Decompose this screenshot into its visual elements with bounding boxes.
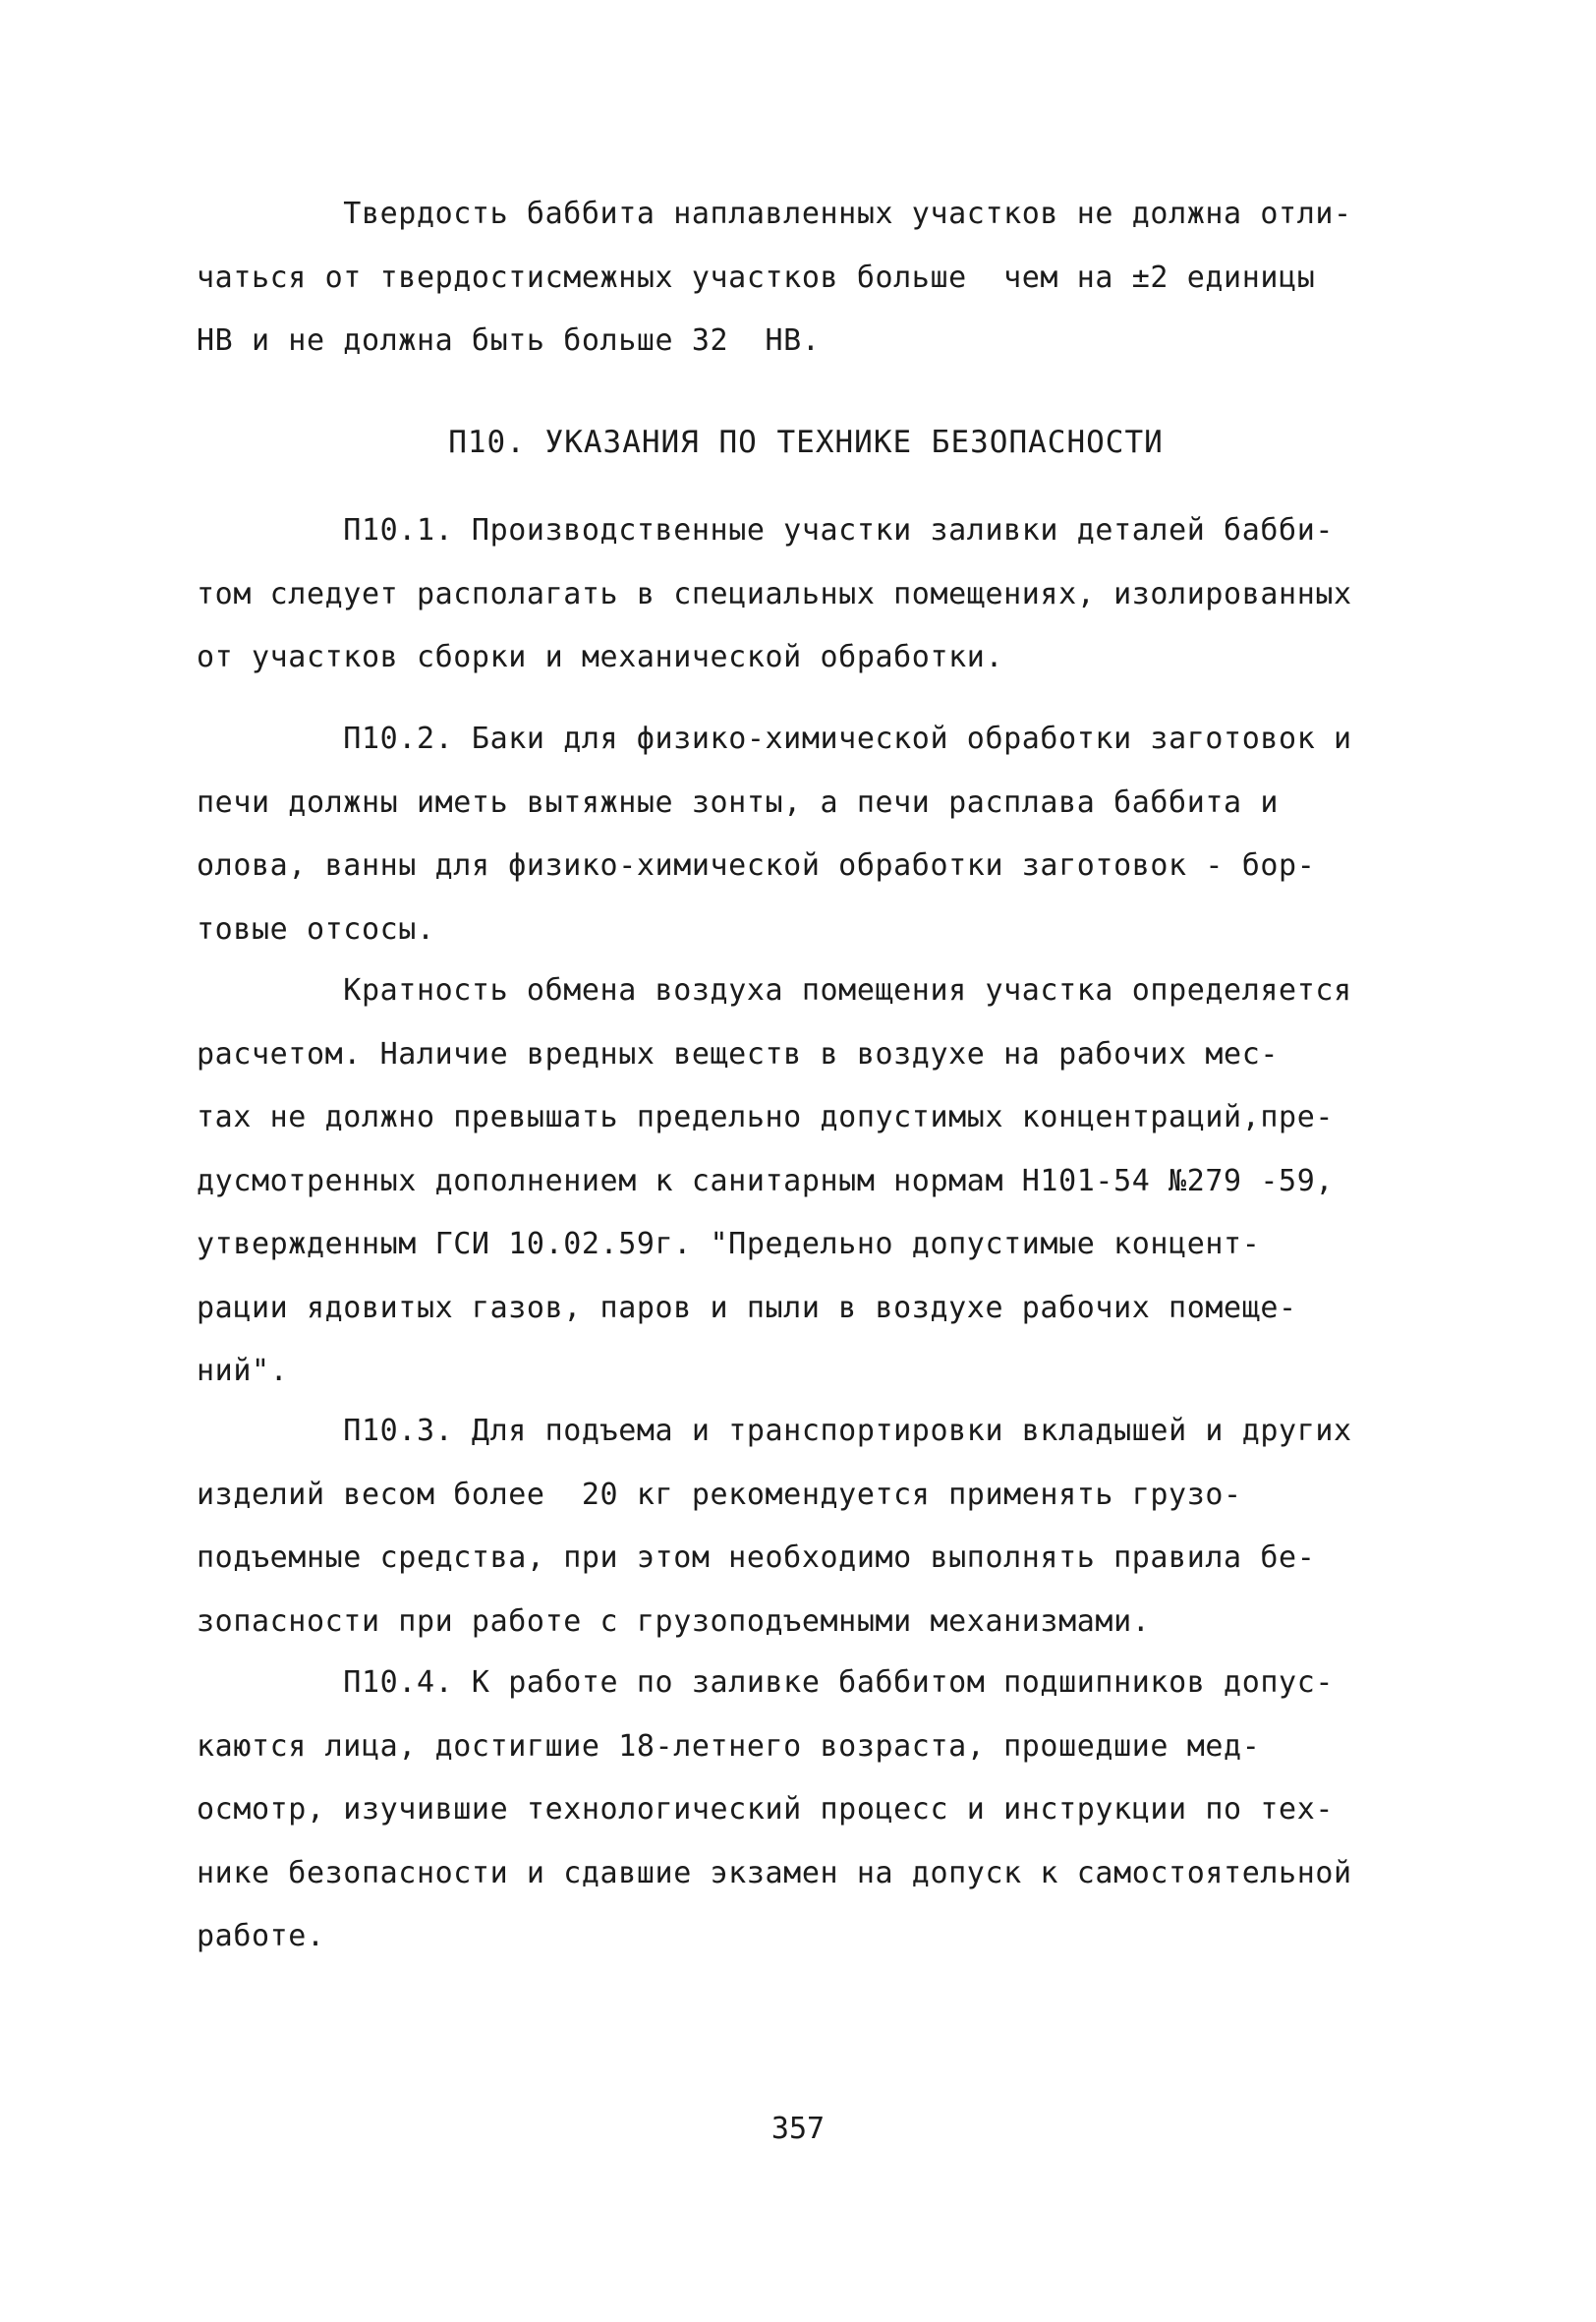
paragraph-hardness: Твердость баббита наплавленных участков не должна отли- чаться от твердостисмежных участков больше чем на ±2 единицы НВ и не должна быть больше 32 НВ. [197, 197, 1352, 358]
paragraph-p10-3: П10.3. Для подъема и транспортировки вкладышей и других изделий весом более 20 кг рекомендуется применять грузо- подъемные средства, при этом необходимо выполнять правила бе- зопасности при работе с грузоподъемными механизмами. [197, 1414, 1352, 1639]
paragraph-p10-2: П10.2. Баки для физико-химической обработки заготовок и печи должны иметь вытяжные зонты, а печи расплава баббита и олова, ванны для физико-химической обработки заготовок - бор- товые отсосы. [197, 722, 1352, 947]
page-number: 357 [770, 2112, 826, 2146]
section-heading: П10. УКАЗАНИЯ ПО ТЕХНИКЕ БЕЗОПАСНОСТИ [448, 425, 1164, 460]
paragraph-air-exchange: Кратность обмена воздуха помещения участка определяется расчетом. Наличие вредных веществ в воздухе на рабочих мес- тах не должно превышать предельно допустимых концентраций,пре- дусмотренных дополнением к санитарным нормам Н101-54 №279 -59, утвержденным ГСИ 10.02.59г. "Предельно допустимые концент- рации ядовитых газов, паров и пыли в воздухе рабочих помеще- ний". [197, 973, 1352, 1388]
paragraph-p10-4: П10.4. К работе по заливке баббитом подшипников допус- каются лица, достигшие 18-летнего возраста, прошедшие мед- осмотр, изучившие технологический процесс и инструкции по тех- нике безопасности и сдавшие экзамен на допуск к самостоятельной работе. [197, 1665, 1352, 1953]
paragraph-p10-1: П10.1. Производственные участки заливки деталей бабби- том следует располагать в специальных помещениях, изолированных от участков сборки и механической обработки. [197, 513, 1352, 674]
